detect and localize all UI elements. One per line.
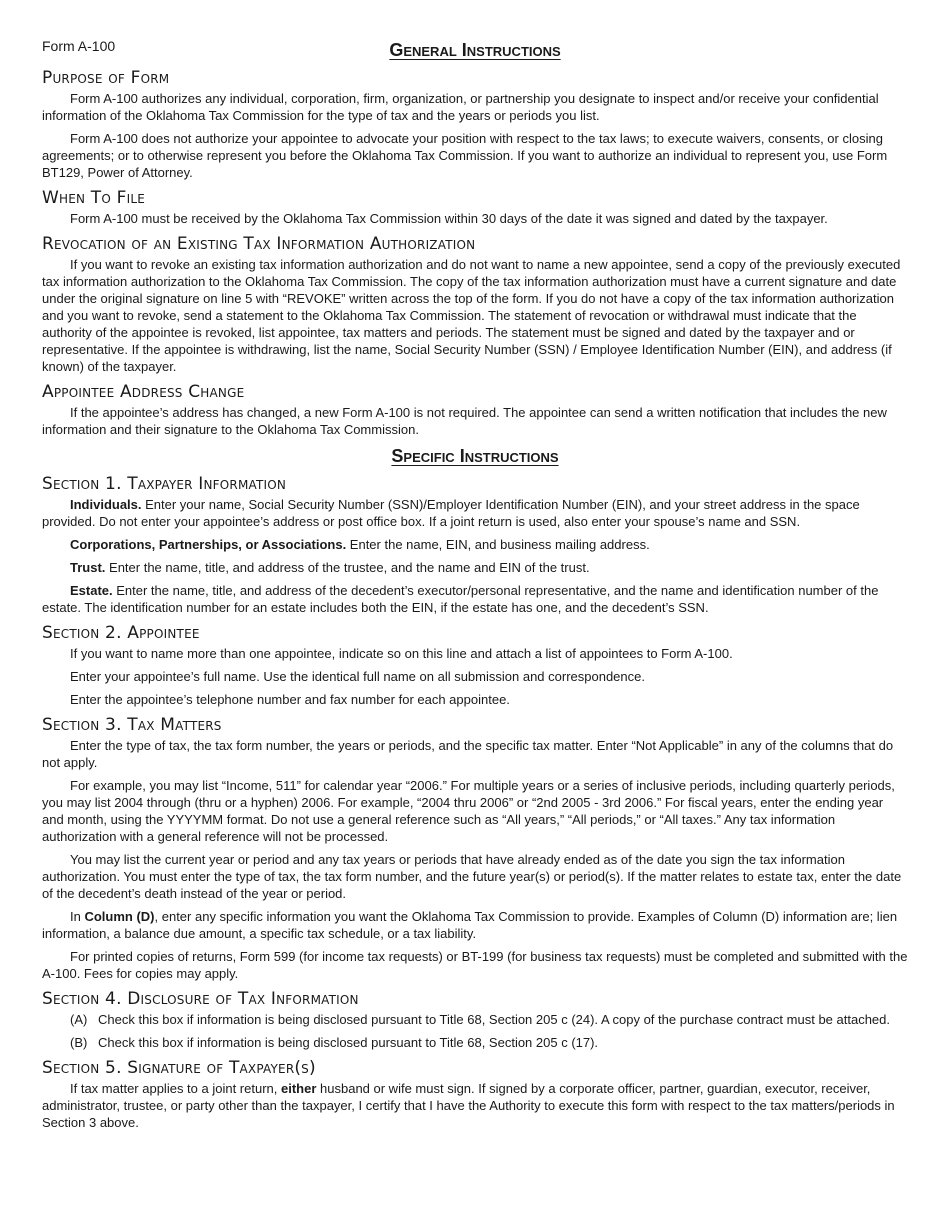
when-to-file-heading: When To File	[42, 188, 146, 208]
column-d-pre: In	[70, 909, 85, 924]
list-item-text: Check this box if information is being disclosed pursuant to Title 68, Section 205 c (24). A copy of the purchase contract must be attached.	[98, 1012, 890, 1027]
estate-lead: Estate.	[70, 583, 113, 598]
section-2-paragraph-3: Enter the appointee’s telephone number and fax number for each appointee.	[70, 692, 510, 707]
general-instructions-title: General Instructions	[389, 40, 561, 60]
individuals-lead: Individuals.	[70, 497, 142, 512]
signature-pre: If tax matter applies to a joint return,	[70, 1081, 281, 1096]
purpose-paragraph-2: Form A-100 does not authorize your appointee to advocate your position with respect to the tax laws; to execute waivers, consents, or closing agreements; or to otherwise represent you before the Oklahoma Tax Commission. If you want to authorize an individual to represent you, use Form BT129, Power of Attorney.	[42, 131, 888, 180]
purpose-paragraph-1: Form A-100 authorizes any individual, corporation, firm, organization, or partnership you designate to inspect and/or receive your confidential information of the Oklahoma Tax Commission for the type of tax and the years or periods you list.	[42, 91, 879, 123]
signature-post: husband or wife must sign. If signed by a corporate officer, partner, guardian, executor, receiver, administrator, trustee, or party other than the taxpayer, I certify that I have the Authority to execute this form with respect to the tax matters/periods in Section 3 above.	[42, 1081, 895, 1130]
individuals-text: Enter your name, Social Security Number (SSN)/Employer Identification Number (EIN), and your street address in the space provided. Do not enter your appointee’s address or post office box. If a joint return is used, also enter your spouse’s name and SSN.	[42, 497, 860, 529]
section-3-paragraph-3: You may list the current year or period and any tax years or periods that have already ended as of the date you sign the tax information authorization. You must enter the type of tax, the tax form number, and the future year(s) or period(s). If the matter relates to estate tax, enter the date of the decedent’s death instead of the year or period.	[42, 852, 902, 901]
address-change-paragraph: If the appointee’s address has changed, a new Form A-100 is not required. The appointee can send a written notification that includes the new information and their signature to the Oklahoma Tax Commission.	[42, 405, 887, 437]
revocation-heading: Revocation of an Existing Tax Information Authorization	[42, 234, 476, 254]
list-item-label: (A)	[70, 1012, 88, 1027]
column-d-post: , enter any specific information you want the Oklahoma Tax Commission to provide. Examples of Column (D) information are; lien information, a balance due amount, a specific tax schedule, or a tax liability.	[42, 909, 898, 941]
trust-paragraph	[42, 559, 908, 576]
section-3-paragraph-4	[42, 908, 908, 942]
section-5-paragraph	[42, 1080, 908, 1131]
trust-text: Enter the name, title, and address of the trustee, and the name and EIN of the trust.	[105, 560, 590, 575]
section-5-heading: Section 5. Signature of Taxpayer(s)	[42, 1058, 316, 1078]
corporations-text: Enter the name, EIN, and business mailing address.	[346, 537, 650, 552]
corporations-lead: Corporations, Partnerships, or Associations.	[70, 537, 347, 552]
corporations-paragraph	[42, 536, 908, 553]
list-item-text: Check this box if information is being disclosed pursuant to Title 68, Section 205 c (17).	[98, 1035, 599, 1050]
list-item	[70, 1011, 908, 1028]
section-2-paragraph-1: If you want to name more than one appointee, indicate so on this line and attach a list of appointees to Form A-100.	[70, 646, 733, 661]
trust-lead: Trust.	[70, 560, 106, 575]
section-3-paragraph-1: Enter the type of tax, the tax form number, the years or periods, and the specific tax matter. Enter “Not Applicable” in any of the columns that do not apply.	[42, 738, 894, 770]
individuals-paragraph	[42, 496, 908, 530]
section-1-heading: Section 1. Taxpayer Information	[42, 474, 287, 494]
list-item-label: (B)	[70, 1035, 88, 1050]
form-id: Form A-100	[42, 38, 116, 54]
estate-paragraph	[42, 582, 908, 616]
purpose-heading: Purpose of Form	[42, 68, 170, 88]
estate-text: Enter the name, title, and address of the decedent’s executor/personal representative, and the name and identification number of the estate. The identification number for an estate includes both the EIN, if the estate has one, and the decedent’s SSN.	[42, 583, 879, 615]
column-d-bold: Column (D)	[84, 909, 155, 924]
revocation-paragraph: If you want to revoke an existing tax information authorization and do not want to name a new appointee, send a copy of the previously executed tax information authorization to the Oklahoma Tax Commission. The copy of the tax information authorization must have a current signature and date under the original signature on line 5 with “REVOKE” written across the top of the form. If you do not have a copy of the tax information authorization and you want to revoke, send a statement to the Oklahoma Tax Commission. The statement of revocation or withdrawal must indicate that the authority of the appointee is revoked, list appointee, tax matters and periods. The statement must be signed and dated by the taxpayer and or representative. If the appointee is withdrawing, list the name, Social Security Number (SSN) / Employee Identification Number (EIN), and address (if known) of the taxpayer.	[42, 257, 901, 374]
section-3-paragraph-5: For printed copies of returns, Form 599 (for income tax requests) or BT-199 (for business tax requests) must be completed and submitted with the A-100. Fees for copies may apply.	[42, 949, 908, 981]
section-3-paragraph-2: For example, you may list “Income, 511” for calendar year “2006.” For multiple years or a series of inclusive periods, including quarterly periods, you may list 2004 through (thru or a hyphen) 2006. For example, “2004 thru 2006” or “2nd 2005 - 3rd 2006.” For fiscal years, enter the ending year and month, using the YYYYMM format. Do not use a general reference such as “All years,” “All periods,” or “All taxes.” Any tax information authorization with a general reference will not be processed.	[42, 778, 895, 844]
section-3-heading: Section 3. Tax Matters	[42, 715, 222, 735]
section-2-paragraph-2: Enter your appointee’s full name. Use the identical full name on all submission and correspondence.	[70, 669, 645, 684]
signature-bold: either	[281, 1081, 317, 1096]
section-4-heading: Section 4. Disclosure of Tax Information	[42, 989, 359, 1009]
list-item	[70, 1034, 908, 1051]
section-2-heading: Section 2. Appointee	[42, 623, 200, 643]
address-change-heading: Appointee Address Change	[42, 382, 245, 402]
when-to-file-paragraph: Form A-100 must be received by the Oklahoma Tax Commission within 30 days of the date it was signed and dated by the taxpayer.	[70, 211, 828, 226]
specific-instructions-title: Specific Instructions	[391, 446, 559, 466]
